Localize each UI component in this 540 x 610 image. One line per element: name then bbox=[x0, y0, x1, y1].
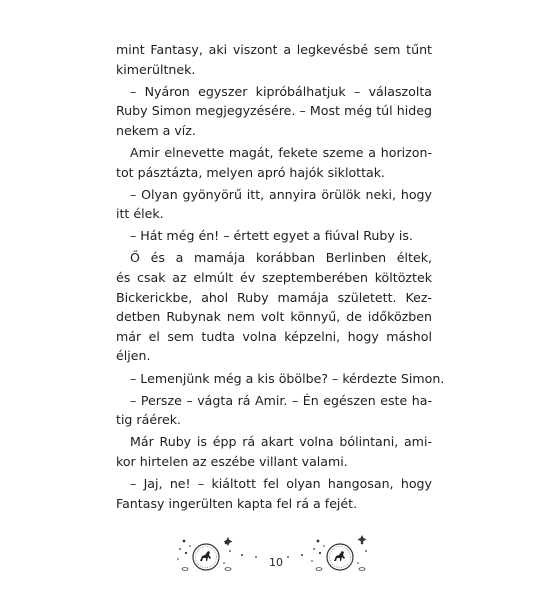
text-line: itt élek. bbox=[116, 206, 164, 222]
text-line: – Persze – vágta rá Amir. – Én egészen este ha- bbox=[130, 392, 432, 408]
footer-ornament bbox=[170, 533, 420, 583]
text-line: tot pásztázta, melyen apró hajók siklottak. bbox=[116, 164, 386, 180]
text-line: – Jaj, ne! – kiáltott fel olyan hangosan, hogy bbox=[130, 475, 432, 491]
text-line: éljen. bbox=[116, 348, 151, 364]
horse-medallion-icon bbox=[327, 544, 353, 570]
text-line: – Olyan gyönyörű itt, annyira örülök neki, hogy bbox=[130, 186, 432, 202]
text-line: Ő és a mamája korábban Berlinben éltek, bbox=[130, 250, 432, 266]
text-line: Amir elnevette magát, fekete szeme a horizon- bbox=[130, 144, 432, 160]
text-line: és csak az elmúlt év szeptemberében költöztek bbox=[116, 270, 432, 286]
paragraph bbox=[116, 185, 432, 224]
paragraph bbox=[116, 82, 432, 141]
text-line: – Lemenjünk még a kis öbölbe? – kérdezte Simon. bbox=[130, 370, 445, 386]
text-line: Már Ruby is épp rá akart volna bólintani, ami- bbox=[130, 434, 432, 450]
paragraph bbox=[116, 474, 432, 513]
text-line: – Nyáron egyszer kipróbálhatjuk – válaszolta bbox=[130, 83, 432, 99]
text-line: nekem a víz. bbox=[116, 122, 196, 138]
text-line: mint Fantasy, aki viszont a legkevésbé sem tűnt bbox=[116, 42, 432, 57]
text-line: már el sem tudta volna képzelni, hogy máshol bbox=[116, 328, 432, 344]
paragraph bbox=[116, 143, 432, 182]
text-line: – Hát még én! – értett egyet a fiúval Ruby is. bbox=[130, 228, 413, 244]
text-line: Bickerickbe, ahol Ruby mamája született. Kez- bbox=[116, 289, 432, 305]
paragraph bbox=[116, 391, 432, 430]
text-line: kor hirtelen az eszébe villant valami. bbox=[116, 453, 348, 469]
paragraph bbox=[116, 432, 432, 471]
paragraph bbox=[116, 369, 445, 389]
paragraph bbox=[116, 248, 432, 366]
paragraph bbox=[116, 40, 432, 79]
text-line: tig ráérek. bbox=[116, 412, 182, 428]
paragraph bbox=[116, 226, 432, 246]
text-line: detben Rubynak nem volt könnyű, de időközben bbox=[116, 309, 432, 325]
horse-medallion-icon bbox=[193, 544, 219, 570]
text-line: kimerültnek. bbox=[116, 61, 196, 77]
page-number: 10 bbox=[269, 556, 283, 569]
body-text bbox=[116, 40, 445, 516]
text-line: Ruby Simon megjegyzésére. – Most még túl hideg bbox=[116, 103, 432, 119]
text-line: Fantasy ingerülten kapta fel rá a fejét. bbox=[116, 495, 358, 511]
